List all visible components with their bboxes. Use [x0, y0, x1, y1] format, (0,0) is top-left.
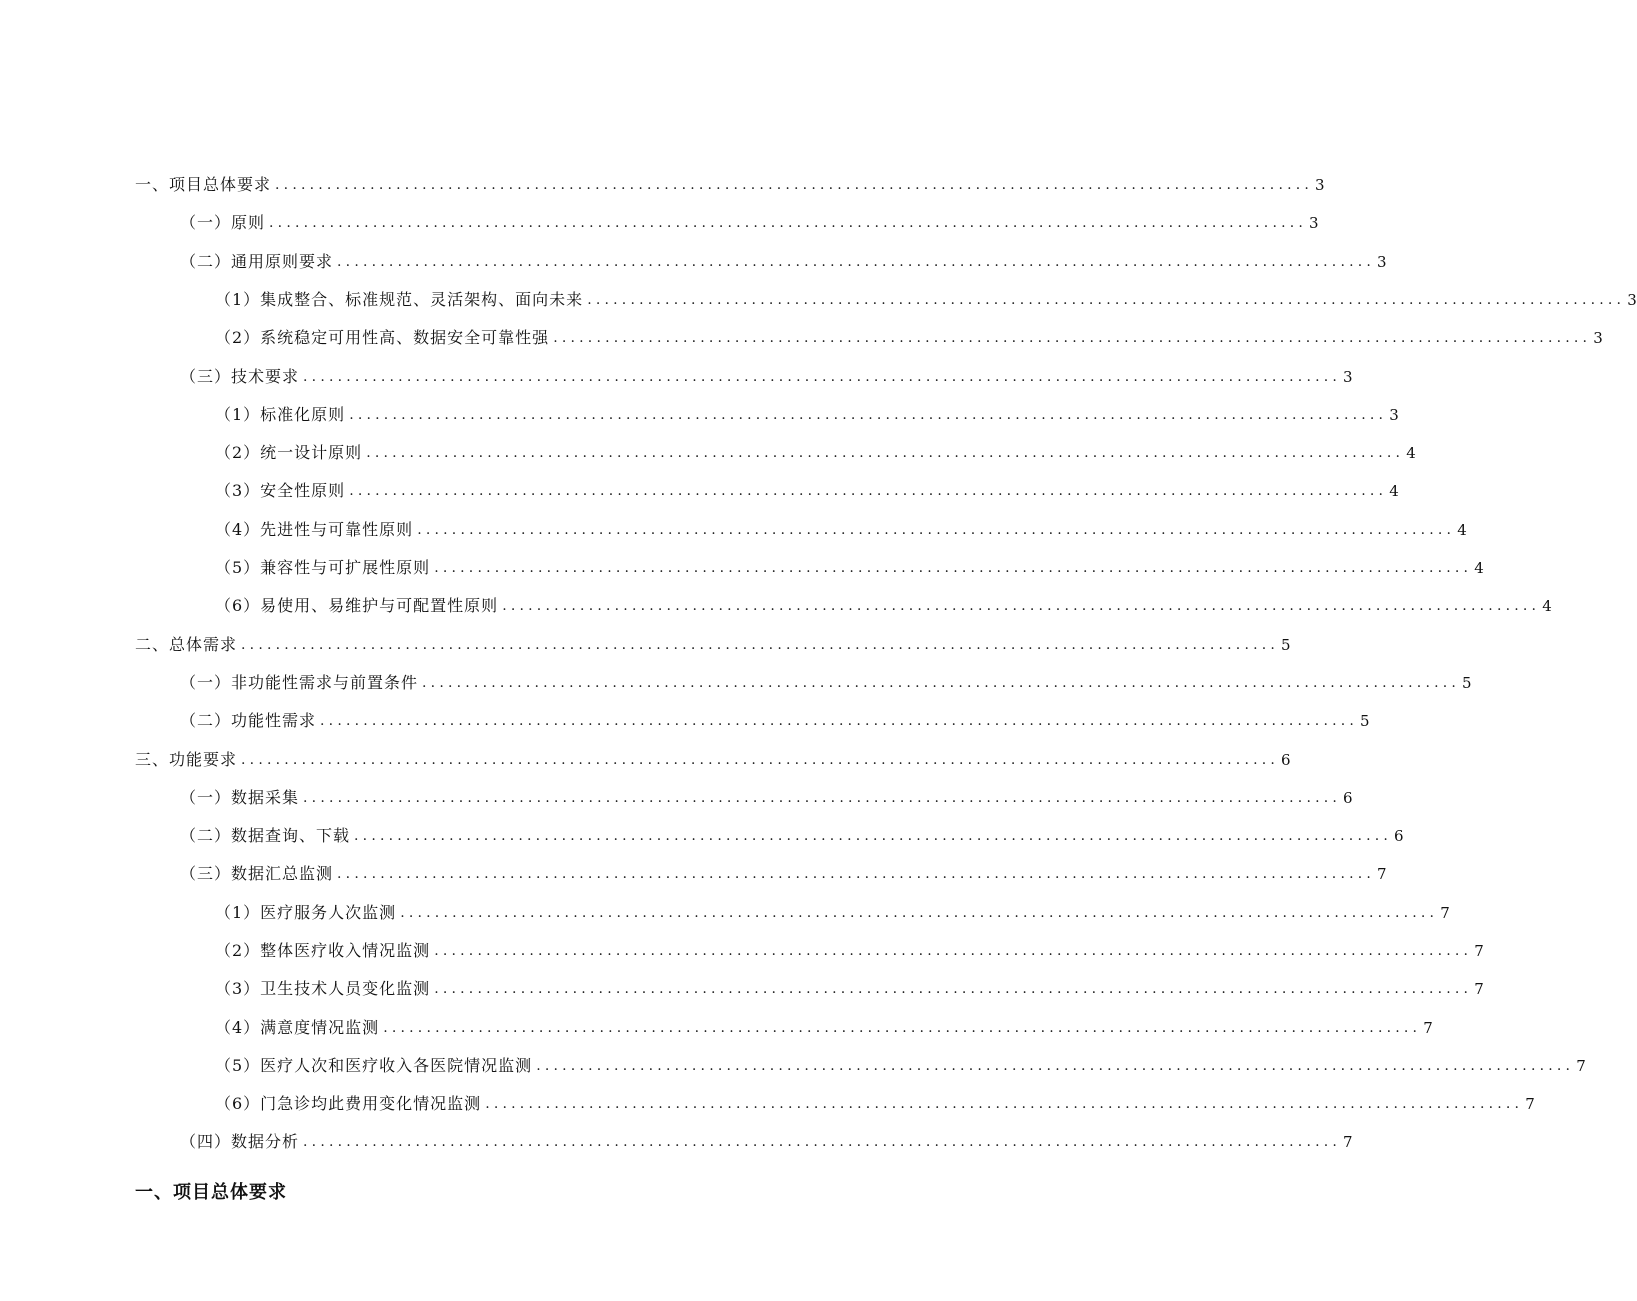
toc-leader-dots: ........................................................................................................................ — [337, 254, 1376, 270]
toc-leader-dots: ........................................................................................................................ — [241, 752, 1280, 768]
toc-leader-dots: ........................................................................................................................ — [536, 1058, 1575, 1074]
toc-leader-dots: ........................................................................................................................ — [241, 637, 1280, 653]
section-heading: 一、项目总体要求 — [135, 1182, 287, 1203]
toc-entry-title: （5）兼容性与可扩展性原则 — [215, 558, 431, 577]
toc-page-number: 4 — [1389, 482, 1399, 500]
toc-page-number: 3 — [1389, 406, 1399, 424]
toc-entry[interactable] — [215, 553, 1484, 583]
toc-leader-dots: ........................................................................................................................ — [417, 522, 1456, 538]
toc-entry-title: （二）通用原则要求 — [180, 252, 334, 271]
toc-entry[interactable] — [215, 285, 1637, 315]
toc-leader-dots: ........................................................................................................................ — [366, 445, 1405, 461]
toc-leader-dots: ........................................................................................................................ — [275, 177, 1314, 193]
toc-leader-dots: ........................................................................................................................ — [320, 713, 1359, 729]
toc-leader-dots: ........................................................................................................................ — [485, 1096, 1524, 1112]
toc-page-number: 6 — [1394, 827, 1404, 845]
toc-entry-title: 一、项目总体要求 — [135, 175, 272, 194]
toc-entry[interactable] — [215, 323, 1603, 353]
toc-leader-dots: ........................................................................................................................ — [383, 1020, 1422, 1036]
toc-entry-title: （三）技术要求 — [180, 367, 300, 386]
toc-leader-dots: ........................................................................................................................ — [434, 943, 1473, 959]
toc-page-number: 3 — [1315, 176, 1325, 194]
toc-entry[interactable] — [215, 476, 1399, 506]
toc-entry[interactable] — [215, 936, 1484, 966]
toc-leader-dots: ........................................................................................................................ — [337, 866, 1376, 882]
toc-entry-title: （4）先进性与可靠性原则 — [215, 520, 414, 539]
toc-page-number: 3 — [1627, 291, 1637, 309]
toc-entry[interactable] — [215, 515, 1467, 545]
toc-entry[interactable] — [135, 170, 1325, 200]
toc-entry[interactable] — [215, 1089, 1535, 1119]
toc-entry-title: （1）集成整合、标准规范、灵活架构、面向未来 — [215, 290, 584, 309]
toc-entry[interactable] — [180, 362, 1353, 392]
toc-entry[interactable] — [135, 745, 1291, 775]
toc-entry-title: （4）满意度情况监测 — [215, 1018, 380, 1037]
toc-entry-title: （一）数据采集 — [180, 788, 300, 807]
toc-page-number: 3 — [1343, 368, 1353, 386]
toc-page-number: 6 — [1281, 751, 1291, 769]
toc-leader-dots: ........................................................................................................................ — [303, 790, 1342, 806]
toc-entry[interactable] — [215, 438, 1416, 468]
toc-page-number: 7 — [1423, 1019, 1433, 1037]
toc-entry-title: （四）数据分析 — [180, 1132, 300, 1151]
toc-leader-dots: ........................................................................................................................ — [400, 905, 1439, 921]
toc-leader-dots: ........................................................................................................................ — [422, 675, 1461, 691]
toc-page-number: 5 — [1360, 712, 1370, 730]
toc-entry[interactable] — [180, 859, 1387, 889]
toc-leader-dots: ........................................................................................................................ — [349, 483, 1388, 499]
toc-page-number: 5 — [1281, 636, 1291, 654]
toc-leader-dots: ........................................................................................................................ — [502, 598, 1541, 614]
toc-entry-title: （2）系统稳定可用性高、数据安全可靠性强 — [215, 328, 550, 347]
toc-page-number: 7 — [1377, 865, 1387, 883]
toc-page-number: 3 — [1377, 253, 1387, 271]
toc-entry-title: （一）非功能性需求与前置条件 — [180, 673, 419, 692]
toc-entry-title: （1）标准化原则 — [215, 405, 346, 424]
toc-page-number: 5 — [1462, 674, 1472, 692]
toc-page-number: 3 — [1309, 214, 1319, 232]
toc-entry-title: （3）卫生技术人员变化监测 — [215, 979, 431, 998]
toc-page-number: 7 — [1474, 942, 1484, 960]
toc-entry[interactable] — [180, 706, 1370, 736]
toc-entry[interactable] — [215, 974, 1484, 1004]
toc-leader-dots: ........................................................................................................................ — [303, 369, 1342, 385]
toc-entry[interactable] — [180, 247, 1387, 277]
toc-page-number: 7 — [1474, 980, 1484, 998]
toc-entry-title: （2）整体医疗收入情况监测 — [215, 941, 431, 960]
toc-leader-dots: ........................................................................................................................ — [587, 292, 1626, 308]
toc-entry[interactable] — [215, 591, 1552, 621]
toc-entry[interactable] — [180, 208, 1319, 238]
toc-entry-title: （1）医疗服务人次监测 — [215, 903, 397, 922]
toc-page-number: 7 — [1440, 904, 1450, 922]
toc-entry-title: （2）统一设计原则 — [215, 443, 363, 462]
toc-entry[interactable] — [215, 1051, 1586, 1081]
toc-leader-dots: ........................................................................................................................ — [354, 828, 1393, 844]
toc-page-number: 4 — [1542, 597, 1552, 615]
toc-entry-title: （二）数据查询、下载 — [180, 826, 351, 845]
toc-leader-dots: ........................................................................................................................ — [303, 1134, 1342, 1150]
toc-page-number: 7 — [1576, 1057, 1586, 1075]
toc-entry-title: （三）数据汇总监测 — [180, 864, 334, 883]
toc-entry-title: （6）门急诊均此费用变化情况监测 — [215, 1094, 482, 1113]
toc-entry-title: 二、总体需求 — [135, 635, 238, 654]
toc-entry[interactable] — [180, 668, 1472, 698]
toc-page-number: 4 — [1457, 521, 1467, 539]
toc-entry[interactable] — [215, 1013, 1433, 1043]
toc-entry-title: （二）功能性需求 — [180, 711, 317, 730]
toc-entry[interactable] — [180, 1127, 1353, 1157]
toc-entry[interactable] — [135, 630, 1291, 660]
toc-leader-dots: ........................................................................................................................ — [553, 330, 1592, 346]
toc-page-number: 3 — [1593, 329, 1603, 347]
toc-page-number: 4 — [1406, 444, 1416, 462]
toc-entry-title: （一）原则 — [180, 213, 266, 232]
toc-page-number: 7 — [1525, 1095, 1535, 1113]
toc-entry-title: （5）医疗人次和医疗收入各医院情况监测 — [215, 1056, 533, 1075]
toc-entry[interactable] — [180, 821, 1404, 851]
toc-entry[interactable] — [215, 400, 1399, 430]
toc-entry-title: （3）安全性原则 — [215, 481, 346, 500]
toc-entry[interactable] — [180, 783, 1353, 813]
toc-leader-dots: ........................................................................................................................ — [269, 215, 1308, 231]
toc-page-number: 6 — [1343, 789, 1353, 807]
toc-entry-title: （6）易使用、易维护与可配置性原则 — [215, 596, 499, 615]
toc-entry[interactable] — [215, 898, 1450, 928]
toc-leader-dots: ........................................................................................................................ — [434, 981, 1473, 997]
toc-entry-title: 三、功能要求 — [135, 750, 238, 769]
toc-leader-dots: ........................................................................................................................ — [349, 407, 1388, 423]
toc-leader-dots: ........................................................................................................................ — [434, 560, 1473, 576]
toc-page-number: 4 — [1474, 559, 1484, 577]
toc-page-number: 7 — [1343, 1133, 1353, 1151]
